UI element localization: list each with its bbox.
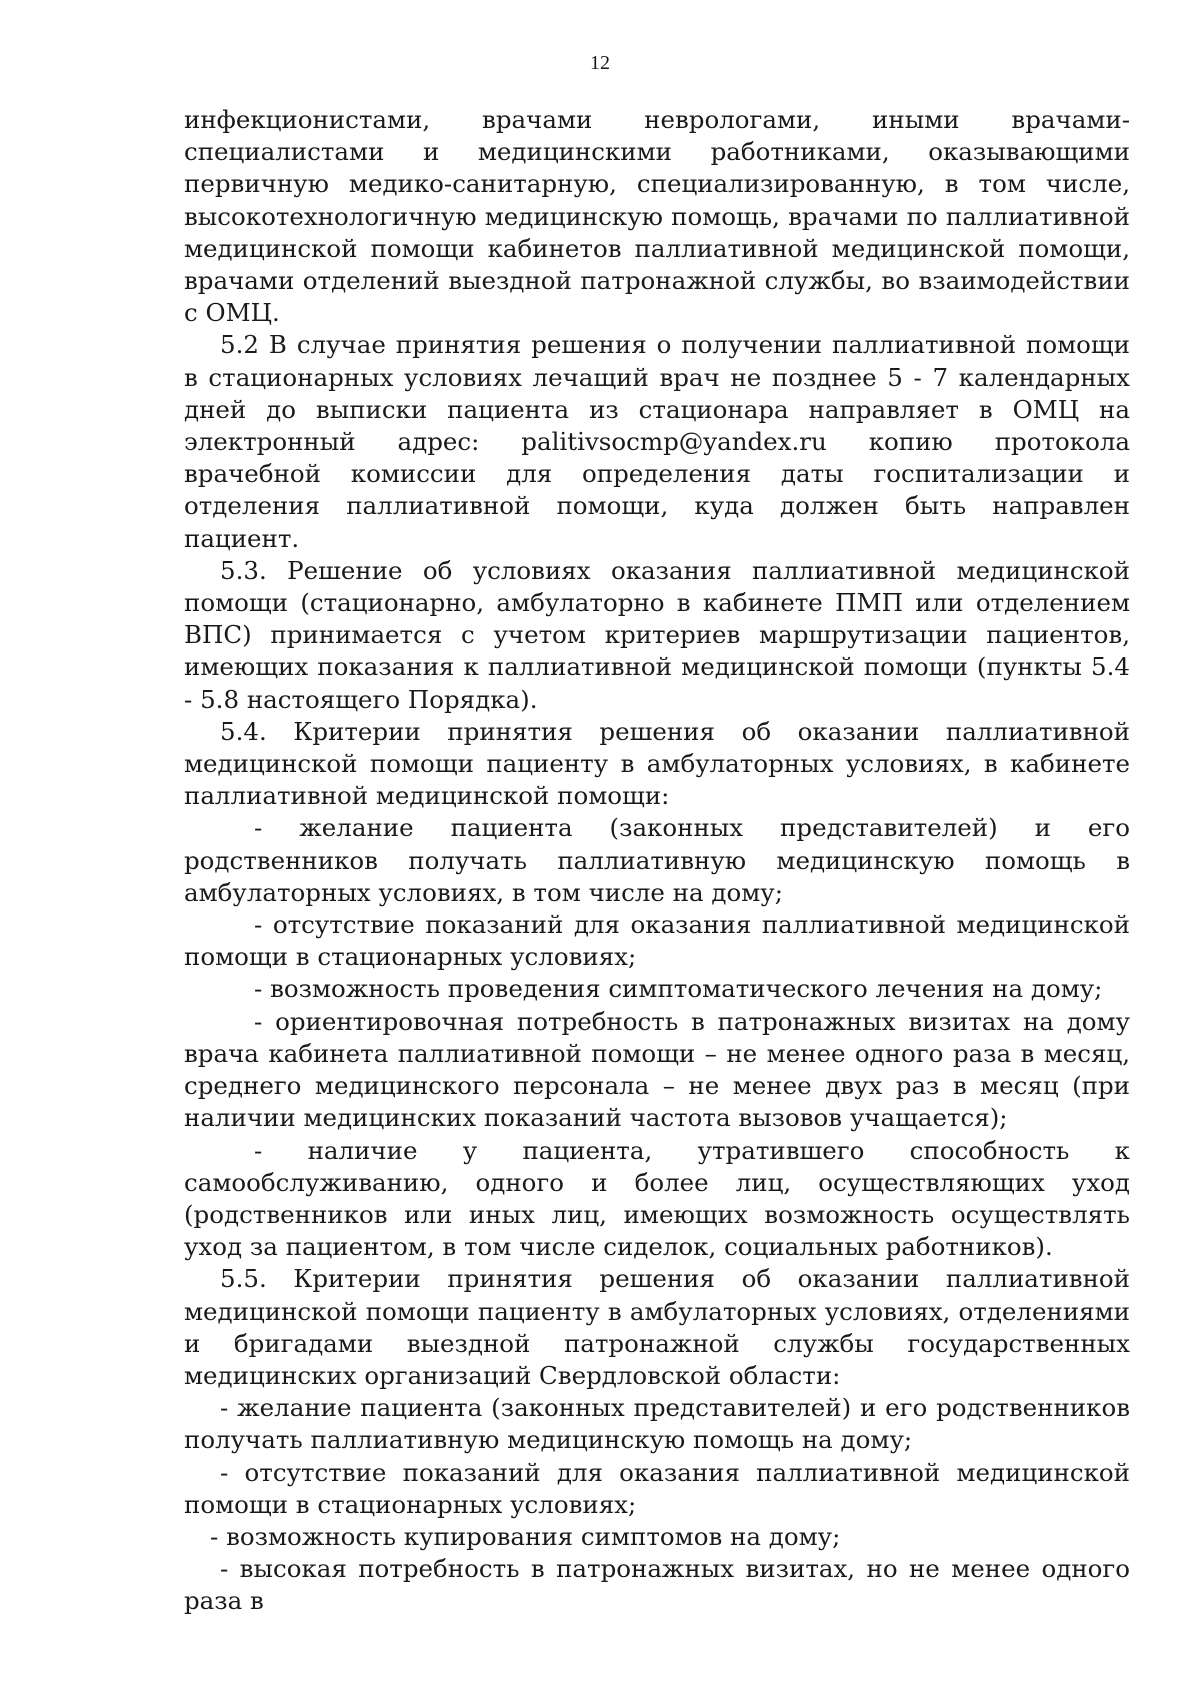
list-item-5-4-no-indications: - отсутствие показаний для оказания паллиативной медицинской помощи в стационарных условиях; [184,910,1130,972]
list-item-5-5-wish: - желание пациента (законных представителей) и его родственников получать паллиативную медицинскую помощь на дому; [184,1393,1130,1455]
paragraph-5-3: 5.3. Решение об условиях оказания паллиативной медицинской помощи (стационарно, амбулаторно в кабинете ПМП или отделением ВПС) принимается с учетом критериев маршрутизации пациентов, имеющих показания к паллиативной медицинской помощи (пункты 5.4 - 5.8 настоящего Порядка). [184,555,1130,714]
list-item-5-5-symptoms: - возможность купирования симптомов на дому; [210,1521,841,1551]
paragraph-continuation: инфекционистами, врачами неврологами, иными врачами-специалистами и медицинскими работниками, оказывающими первичную медико-санитарную, специализированную, в том числе, высокотехнологичную медицинскую помощь, врачами по паллиативной медицинской помощи кабинетов паллиативной медицинской помощи, врачами отделений выездной патронажной службы, во взаимодействии с ОМЦ. [184,105,1130,328]
document-body [184,104,1130,1618]
page-number: 12 [590,52,610,74]
list-item-5-5-visits: - высокая потребность в патронажных визитах, но не менее одного раза в [184,1554,1130,1616]
paragraph-5-4: 5.4. Критерии принятия решения об оказании паллиативной медицинской помощи пациенту в амбулаторных условиях, в кабинете паллиативной медицинской помощи: [184,716,1130,811]
list-item-5-5-no-indications: - отсутствие показаний для оказания паллиативной медицинской помощи в стационарных условиях; [184,1457,1130,1519]
list-item-5-4-symptomatic: - возможность проведения симптоматического лечения на дому; [254,974,1103,1004]
list-item-5-4-wish: - желание пациента (законных представителей) и его родственников получать паллиативную медицинскую помощь в амбулаторных условиях, в том числе на дому; [184,813,1130,907]
list-item-5-4-caregivers: - наличие у пациента, утратившего способность к самообслуживанию, одного и более лиц, осуществляющих уход (родственников или иных лиц, имеющих возможность осуществлять уход за пациентом, в том числе сиделок, социальных работников). [184,1135,1130,1262]
paragraph-5-5: 5.5. Критерии принятия решения об оказании паллиативной медицинской помощи пациенту в амбулаторных условиях, отделениями и бригадами выездной патронажной службы государственных медицинских организаций Свердловской области: [184,1264,1130,1390]
list-item-5-4-visits: - ориентировочная потребность в патронажных визитах на дому врача кабинета паллиативной помощи – не менее одного раза в месяц, среднего медицинского персонала – не менее двух раз в месяц (при наличии медицинских показаний частота вызовов учащается); [184,1006,1130,1133]
paragraph-5-2: 5.2 В случае принятия решения о получении паллиативной помощи в стационарных условиях лечащий врач не позднее 5 - 7 календарных дней до выписки пациента из стационара направляет в ОМЦ на электронный адрес: palitivsocmp@yandex.ru копию протокола врачебной комиссии для определения даты госпитализации и отделения паллиативной помощи, куда должен быть направлен пациент. [184,330,1130,553]
